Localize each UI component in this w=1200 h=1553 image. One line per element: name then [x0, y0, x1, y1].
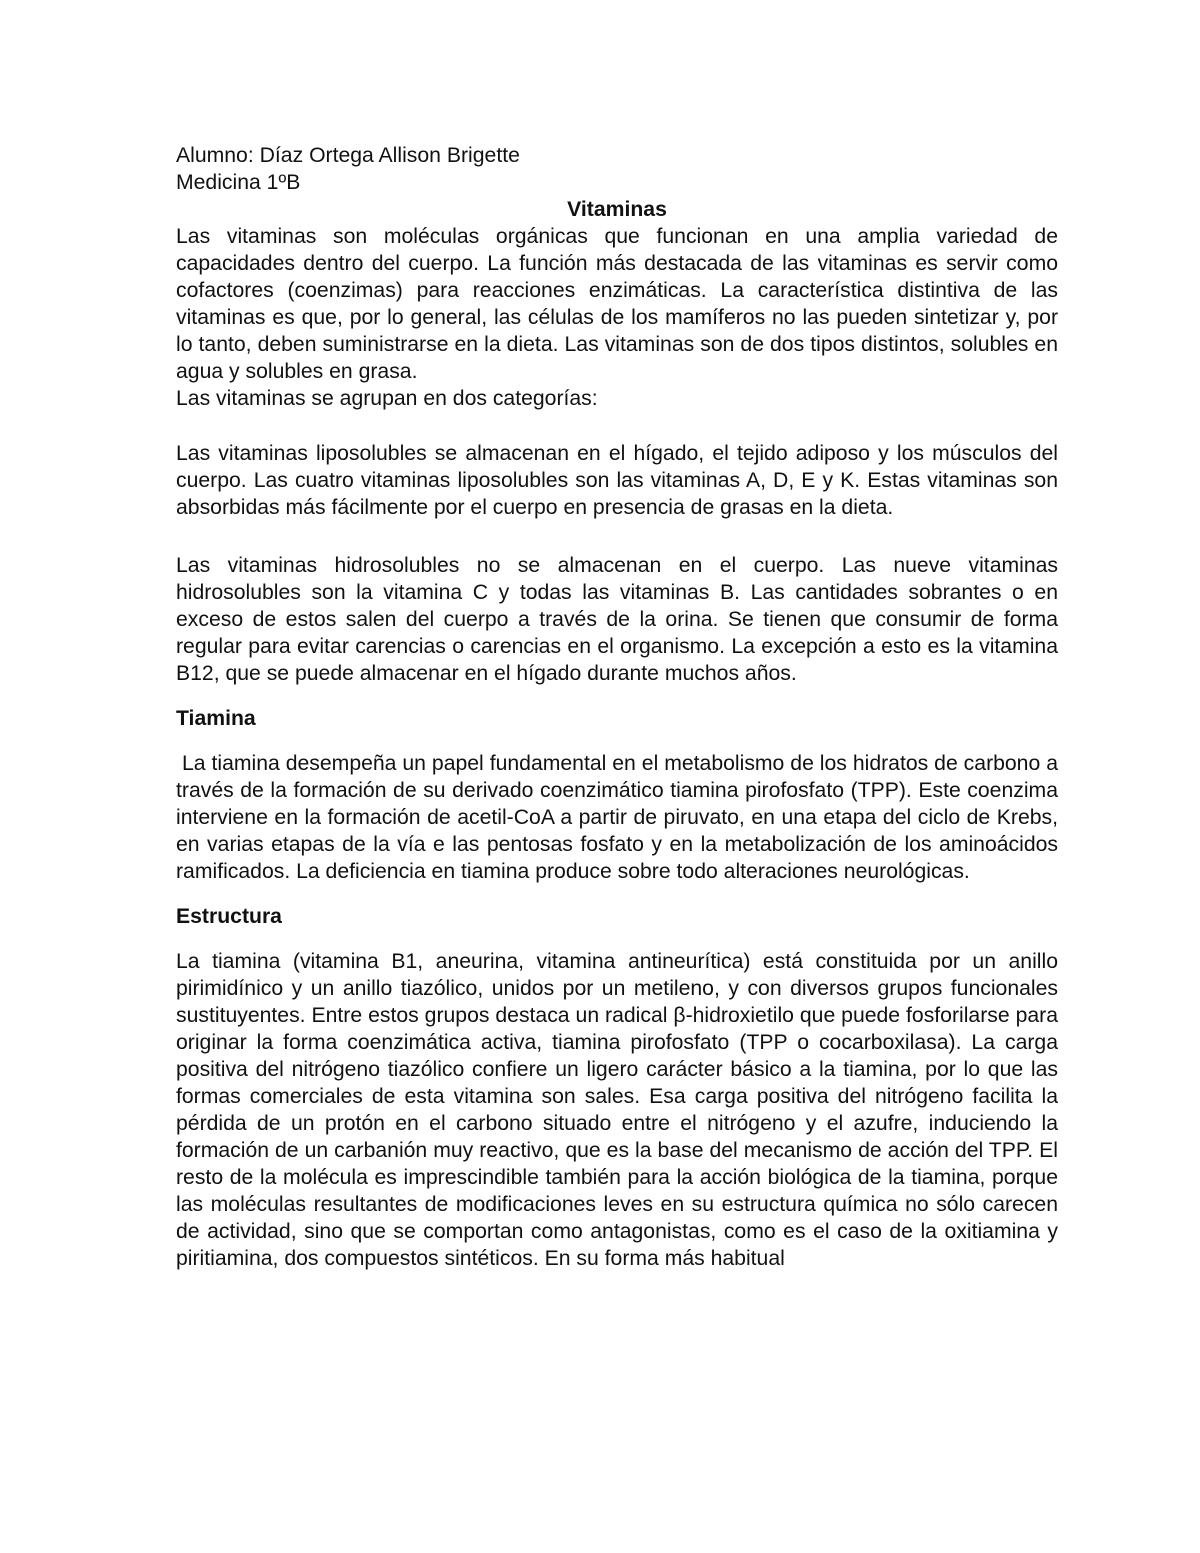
spacer — [176, 687, 1058, 705]
tiamina-heading: Tiamina — [176, 707, 256, 730]
student-name: Alumno: Díaz Ortega Allison Brigette — [176, 144, 520, 167]
hidrosolubles-paragraph: Las vitaminas hidrosolubles no se almacenan en el cuerpo. Las nueve vitaminas hidrosolubles son la vitamina C y todas las vitaminas B. Las cantidades sobrantes o en exceso de estos salen del cuerpo a través de la orina. Se tienen que consumir de forma regular para evitar carencias o carencias en el organismo. La excepción a esto es la vitamina B12, que se puede almacenar en el hígado durante muchos años. — [176, 554, 1058, 685]
course-label: Medicina 1ºB — [176, 171, 301, 194]
estructura-paragraph: La tiamina (vitamina B1, aneurina, vitamina antineurítica) está constituida por un anillo pirimidínico y un anillo tiazólico, unidos por un metileno, y con diversos grupos funcionales sustituyentes. Entre estos grupos destaca un radical β-hidroxietilo que puede fosforilarse para originar la forma coenzimática activa, tiamina pirofosfato (TPP o cocarboxilasa). La carga positiva del nitrógeno tiazólico confiere un ligero carácter básico a la tiamina, por lo que las formas comerciales de esta vitamina son sales. Esa carga positiva del nitrógeno facilita la pérdida de un protón en el carbono situado entre el nitrógeno y el azufre, induciendo la formación de un carbanión muy reactivo, que es la base del mecanismo de acción del TPP. El resto de la molécula es imprescindible también para la acción biológica de la tiamina, porque las moléculas resultantes de modificaciones leves en su estructura química no sólo carecen de actividad, sino que se comportan como antagonistas, como es el caso de la oxitiamina y piritiamina, dos compuestos sintéticos. En su forma más habitual — [176, 950, 1058, 1270]
spacer — [176, 885, 1058, 903]
intro-paragraph: Las vitaminas son moléculas orgánicas que funcionan en una amplia variedad de capacidades dentro del cuerpo. La función más destacada de las vitaminas es servir como cofactores (coenzimas) para reacciones enzimáticas. La característica distintiva de las vitaminas es que, por lo general, las células de los mamíferos no las pueden sintetizar y, por lo tanto, deben suministrarse en la dieta. Las vitaminas son de dos tipos distintos, solubles en agua y solubles en grasa. — [176, 225, 1058, 383]
liposolubles-paragraph: Las vitaminas liposolubles se almacenan en el hígado, el tejido adiposo y los músculos del cuerpo. Las cuatro vitaminas liposolubles son las vitaminas A, D, E y K. Estas vitaminas son absorbidas más fácilmente por el cuerpo en presencia de grasas en la dieta. — [176, 442, 1058, 519]
spacer — [176, 521, 1058, 552]
document-page — [176, 142, 1064, 1272]
spacer — [176, 412, 1058, 440]
categories-line: Las vitaminas se agrupan en dos categorías: — [176, 387, 598, 410]
document-title: Vitaminas — [567, 198, 667, 221]
spacer — [176, 732, 1058, 750]
spacer — [176, 930, 1058, 948]
tiamina-paragraph: La tiamina desempeña un papel fundamental en el metabolismo de los hidratos de carbono a través de la formación de su derivado coenzimático tiamina pirofosfato (TPP). Este coenzima interviene en la formación de acetil-CoA a partir de piruvato, en una etapa del ciclo de Krebs, en varias etapas de la vía e las pentosas fosfato y en la metabolización de los aminoácidos ramificados. La deficiencia en tiamina produce sobre todo alteraciones neurológicas. — [176, 752, 1064, 883]
estructura-heading: Estructura — [176, 905, 282, 928]
